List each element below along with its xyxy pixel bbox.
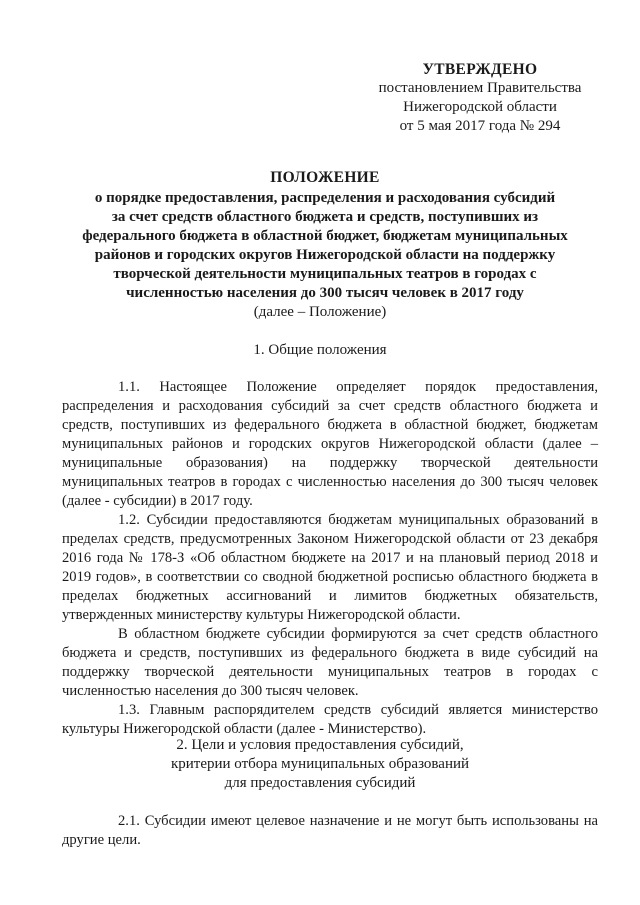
document-title <box>70 168 580 303</box>
title-line-5: творческой деятельности муниципальных театров в городах с <box>113 266 537 282</box>
approval-stamp <box>360 60 600 136</box>
paragraph-1-3: 1.3. Главным распорядителем средств субсидий является министерство культуры Нижегородской области (далее - Министерство). <box>62 702 598 737</box>
section-1-body <box>62 378 598 739</box>
approval-line-2: Нижегородской области <box>403 99 557 115</box>
section-1-heading: 1. Общие положения <box>253 342 387 358</box>
section-2-heading <box>60 736 580 793</box>
section-2-heading-line-2: критерии отбора муниципальных образований <box>170 756 470 772</box>
title-line-1: о порядке предоставления, распределения и расходования субсидий <box>94 190 556 206</box>
approval-line-3: от 5 мая 2017 года № 294 <box>399 118 561 134</box>
approval-heading: УТВЕРЖДЕНО <box>422 61 538 78</box>
paragraph-1-2-cont: В областном бюджете субсидии формируются за счет средств областного бюджета и средств, поступивших из федерального бюджета в виде субсидий на поддержку творческой деятельности муниципальных театров в городах с численностью населения до 300 тысяч человек. <box>62 626 598 699</box>
title-line-6: численностью населения до 300 тысяч человек в 2017 году <box>126 285 524 301</box>
section-2-body <box>62 812 598 850</box>
title-line-4: районов и городских округов Нижегородской области на поддержку <box>94 247 556 263</box>
section-2-heading-line-1: 2. Цели и условия предоставления субсидий, <box>176 737 464 753</box>
paragraph-1-2: 1.2. Субсидии предоставляются бюджетам муниципальных образований в пределах средств, предусмотренных Законом Нижегородской области от 23 декабря 2016 года № 178-З «Об областном бюджете на 2017 и на плановый период 2018 и 2019 годов», в соответствии со сводной бюджетной росписью областного бюджета в пределах бюджетных ассигнований и лимитов бюджетных обязательств, утвержденных министерству культуры Нижегородской области. <box>62 512 598 623</box>
paragraph-1-1: 1.1. Настоящее Положение определяет порядок предоставления, распределения и расходования субсидий за счет средств областного бюджета и средств, поступивших из федерального бюджета в областной бюджет, бюджетам муниципальных районов и городских округов Нижегородской области (далее – муниципальные образования) на поддержку творческой деятельности муниципальных театров в городах с численностью населения до 300 тысяч человек (далее - субсидии) в 2017 году. <box>62 379 598 509</box>
paragraph-2-1: 2.1. Субсидии имеют целевое назначение и не могут быть использованы на другие цели. <box>62 813 598 848</box>
section-2-heading-line-3: для предоставления субсидий <box>224 775 416 791</box>
title-main: ПОЛОЖЕНИЕ <box>270 169 380 186</box>
approval-line-1: постановлением Правительства <box>378 80 582 96</box>
title-line-2: за счет средств областного бюджета и средств, поступивших из <box>111 209 539 225</box>
abbreviation-note: (далее – Положение) <box>253 304 387 320</box>
title-line-3: федерального бюджета в областной бюджет, бюджетам муниципальных <box>82 228 568 244</box>
